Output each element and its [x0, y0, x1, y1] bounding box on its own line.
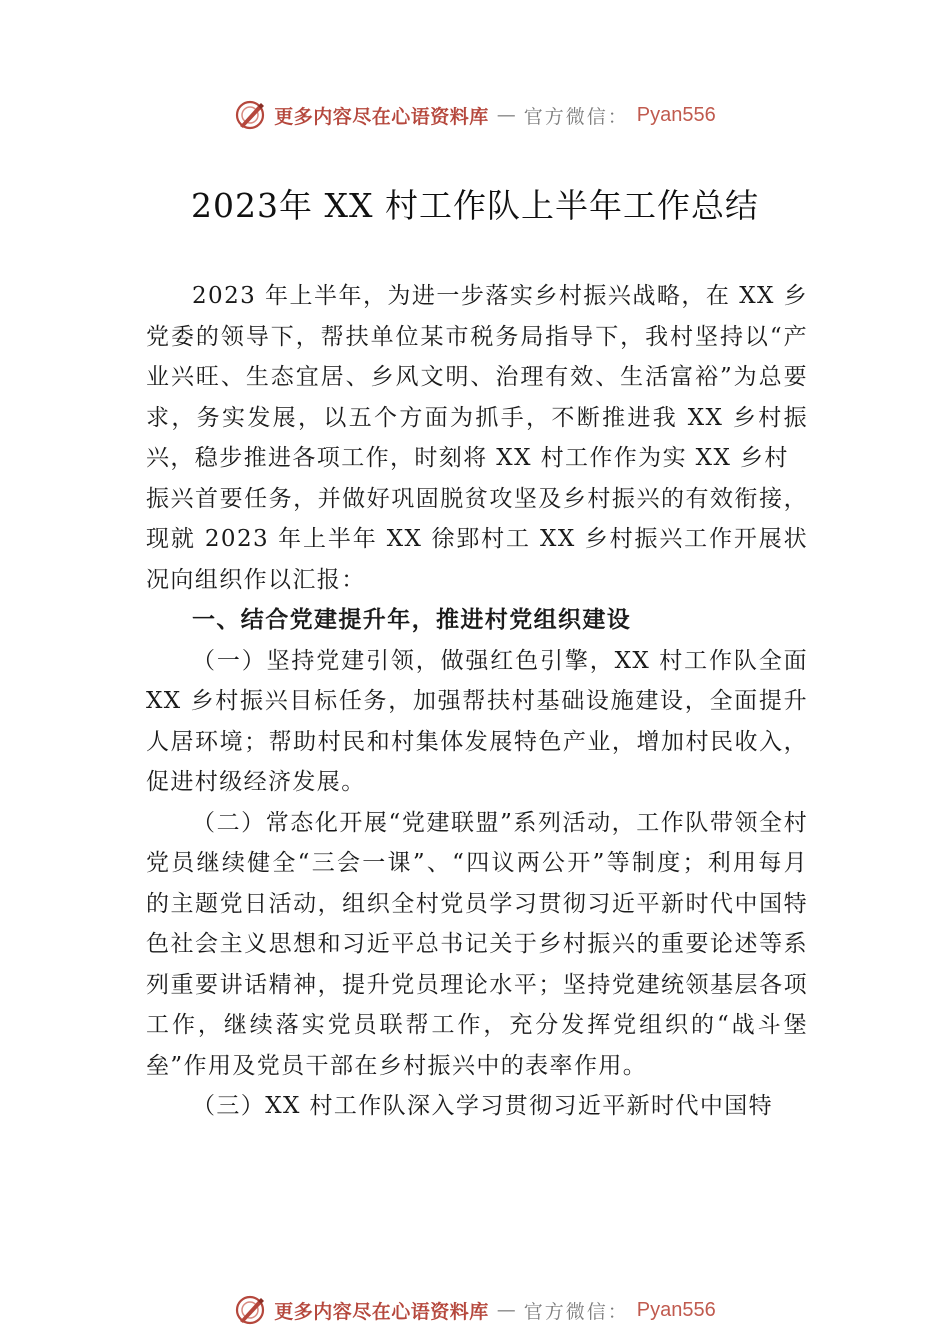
- watermark-wechat-id: Pyan556: [636, 103, 716, 126]
- pen-logo-icon: [234, 99, 266, 131]
- section-heading-1: 一、结合党建提升年，推进村党组织建设: [192, 607, 632, 633]
- paragraph-intro-continued: 振兴首要任务，并做好巩固脱贫攻坚及乡村振兴的有效衔接，现就 2023 年上半年 XX 徐郢村工 XX 乡村振兴工作开展状况向组织作以汇报：: [146, 485, 808, 593]
- watermark-separator: —: [496, 104, 516, 126]
- watermark-text: 更多内容尽在心语资料库: [274, 105, 489, 128]
- paragraph-item-2: （二）常态化开展“党建联盟”系列活动，工作队带领全村党员继续健全“三会一课”、“四议两公开”等制度；利用每月的主题党日活动，组织全村党员学习贯彻习近平新时代中国特色社会主义思想和习近平总书记关于乡村振兴的重要论述等系列重要讲话精神，提升党员理论水平；坚持党建统领基层各项工作，继续落实党员联帮工作，充分发挥党组织的“战斗堡垒”作用及党员干部在乡村振兴中的表率作用。: [146, 809, 808, 1079]
- watermark-wechat-id: Pyan556: [636, 1298, 716, 1321]
- document-title: 2023年 XX 村工作队上半年工作总结: [191, 186, 759, 225]
- watermark-banner-top: [0, 95, 950, 135]
- pen-logo-icon: [234, 1294, 266, 1326]
- paragraph-item-3: （三）XX 村工作队深入学习贯彻习近平新时代中国特: [192, 1093, 774, 1119]
- watermark-wechat-label: 官方微信：: [523, 105, 629, 128]
- watermark-separator: —: [496, 1299, 516, 1321]
- watermark-wechat-label: 官方微信：: [523, 1300, 629, 1323]
- paragraph-intro: 2023 年上半年，为进一步落实乡村振兴战略，在 XX 乡党委的领导下，帮扶单位某市税务局指导下，我村坚持以“产业兴旺、生态宜居、乡风文明、治理有效、生活富裕”为总要求，务实发展，以五个方面为抓手，不断推进我 XX 乡村振兴，稳步推进各项工作，时刻将 XX 村工作作为实 XX 乡村: [146, 283, 808, 471]
- watermark-text: 更多内容尽在心语资料库: [274, 1300, 489, 1323]
- watermark-banner-bottom: [0, 1290, 950, 1330]
- document-body: [146, 276, 808, 1127]
- paragraph-item-1: （一）坚持党建引领，做强红色引擎，XX 村工作队全面 XX 乡村振兴目标任务，加强帮扶村基础设施建设，全面提升人居环境；帮助村民和村集体发展特色产业，增加村民收入，促进村级经济发展。: [146, 647, 808, 795]
